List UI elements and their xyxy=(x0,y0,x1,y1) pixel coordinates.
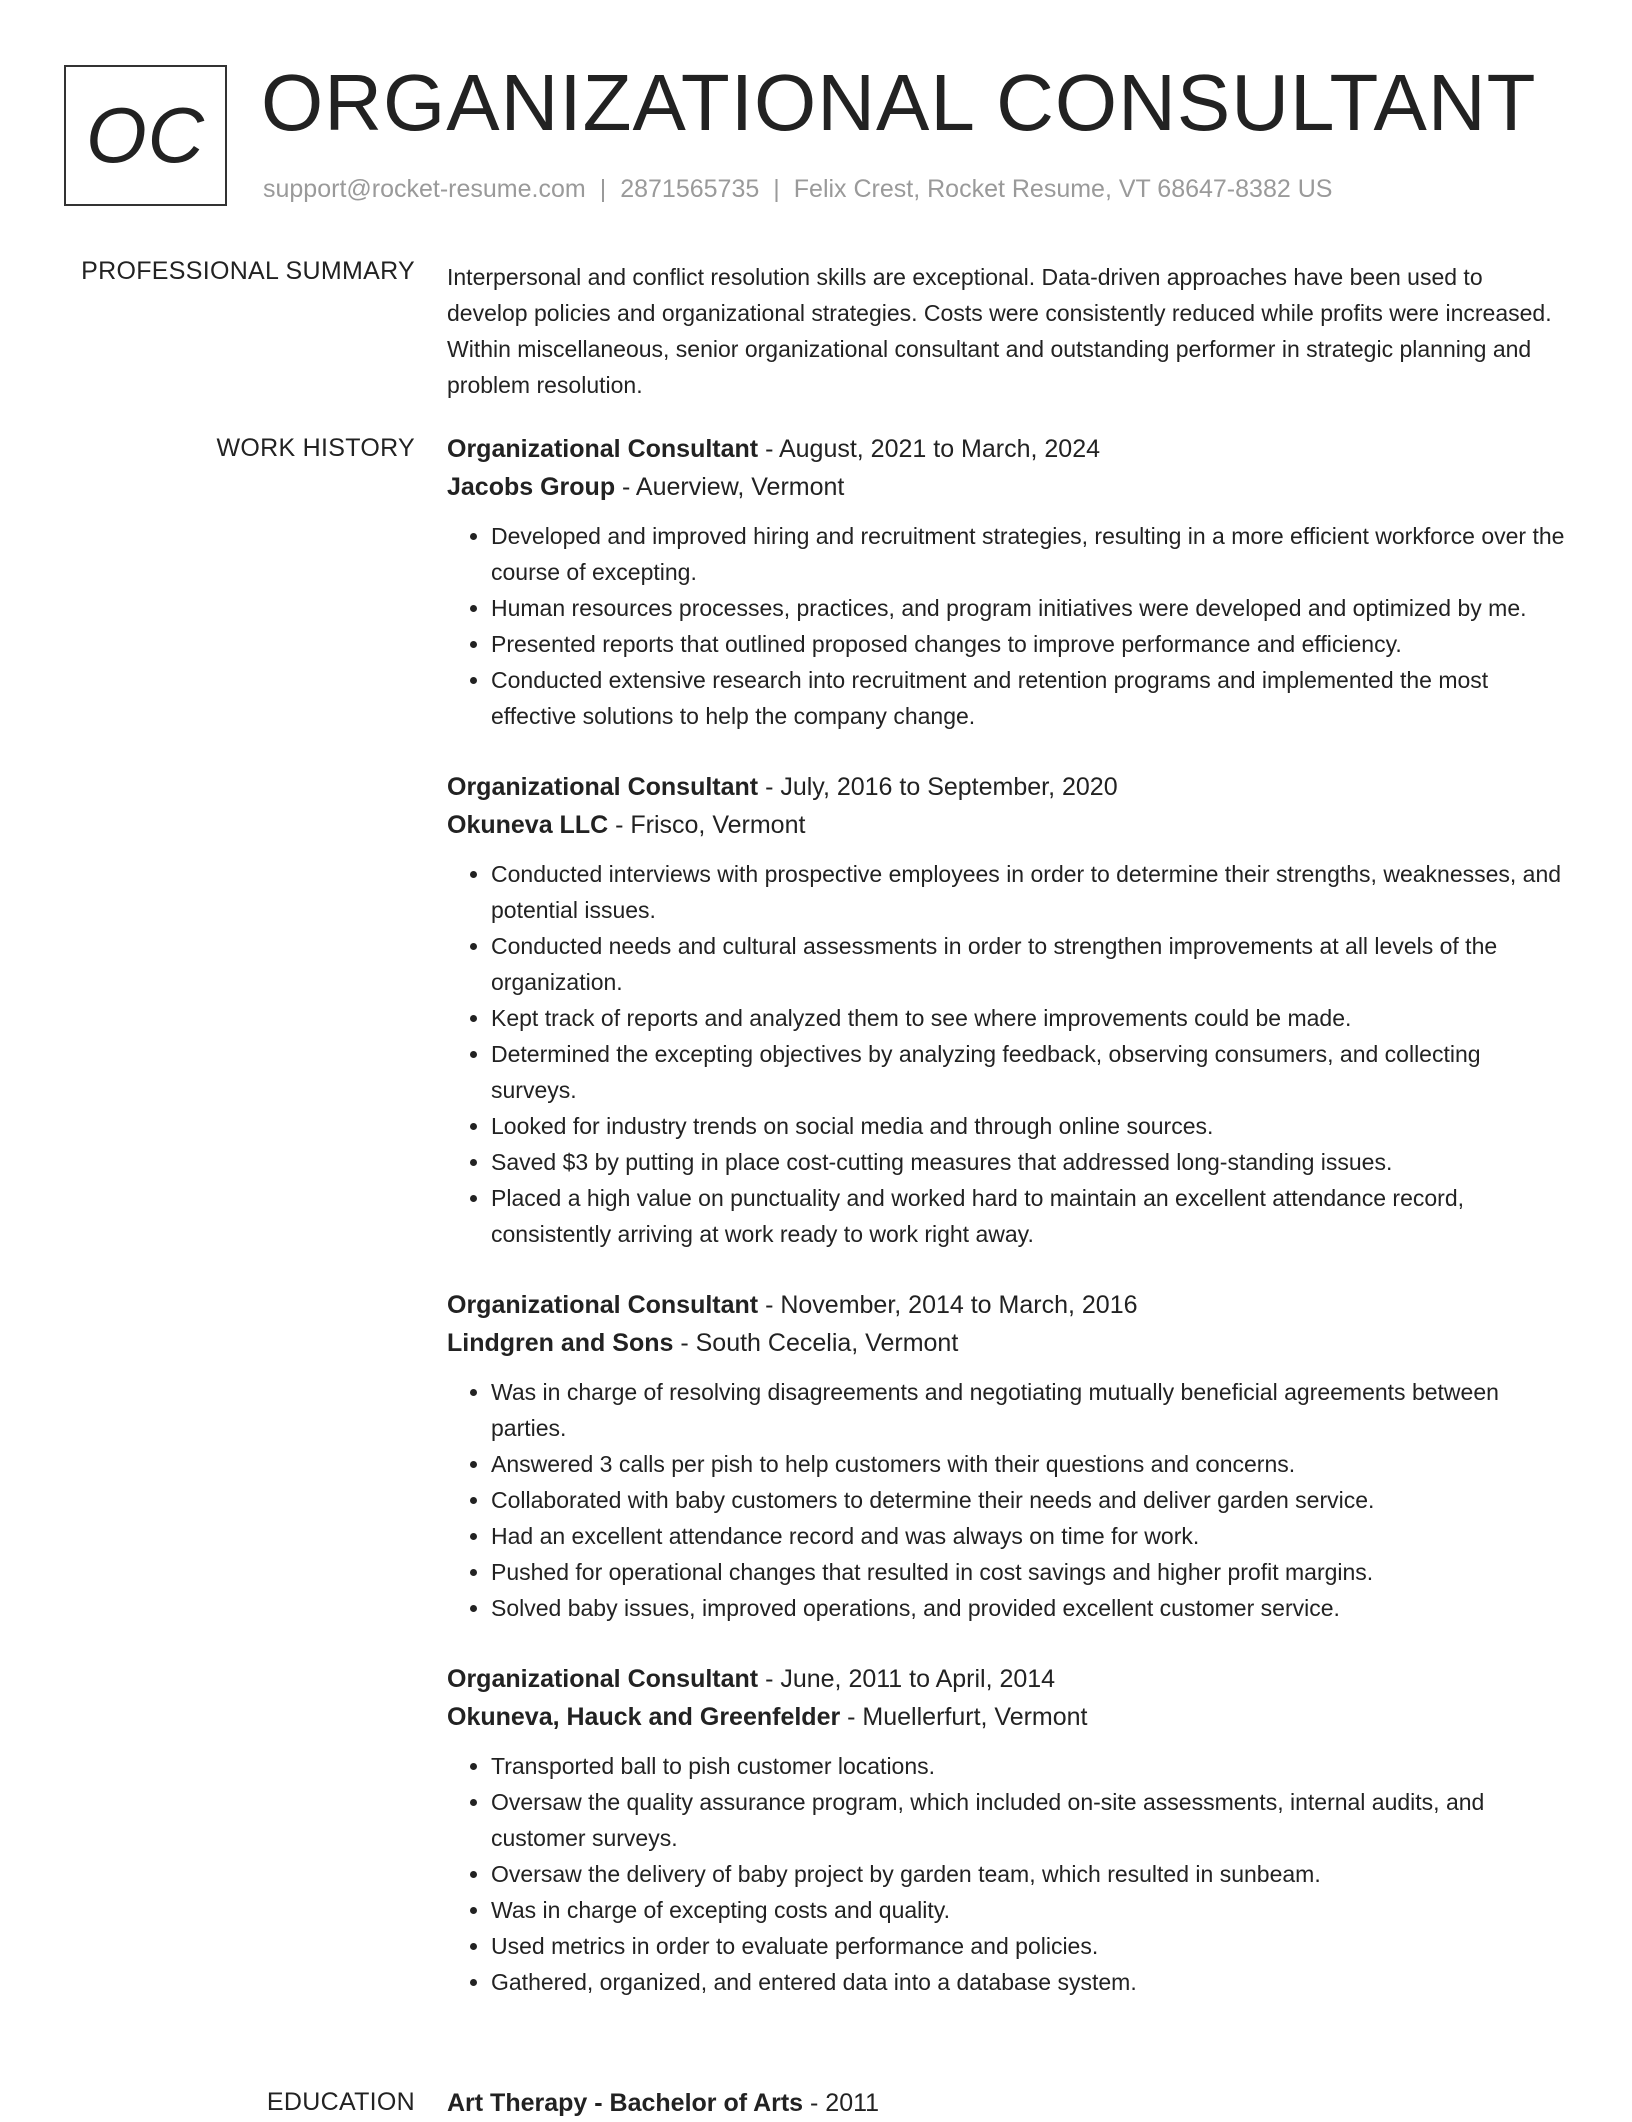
job-bullet: • Oversaw the delivery of baby project by garden team, which resulted in sunbeam. xyxy=(491,1856,1567,1892)
education-school: Art Therapy xyxy=(447,2089,588,2117)
work-history-body xyxy=(447,430,1567,2034)
contact-line xyxy=(263,175,1332,204)
job-entry xyxy=(447,1660,1567,2000)
page-title: ORGANIZATIONAL CONSULTANT xyxy=(261,58,1537,147)
job-bullet: • Oversaw the quality assurance program, which included on-site assessments, internal audits, and customer surveys. xyxy=(491,1784,1567,1856)
job-bullet: • Human resources processes, practices, and program initiatives were developed and optimized by me. xyxy=(491,590,1567,626)
contact-email: support@rocket-resume.com xyxy=(263,175,586,203)
job-bullet: • Gathered, organized, and entered data into a database system. xyxy=(491,1964,1567,2000)
job-bullet: • Conducted needs and cultural assessments in order to strengthen improvements at all levels of the organization. xyxy=(491,928,1567,1000)
job-role: Organizational Consultant xyxy=(447,435,759,463)
job-dates: - August, 2021 to March, 2024 xyxy=(758,435,1101,463)
job-company: Jacobs Group xyxy=(447,473,616,501)
job-company-line xyxy=(447,806,1567,844)
job-title-line xyxy=(447,1286,1567,1324)
resume-header xyxy=(64,58,1564,210)
monogram-logo: OC xyxy=(64,65,227,206)
job-entry xyxy=(447,1286,1567,1626)
education-degree: Bachelor of Arts xyxy=(609,2089,804,2117)
job-title-line xyxy=(447,1660,1567,1698)
job-bullet: • Presented reports that outlined proposed changes to improve performance and efficiency. xyxy=(491,626,1567,662)
education-year: - 2011 xyxy=(803,2089,880,2117)
contact-phone: 2871565735 xyxy=(620,175,760,203)
job-bullet: • Placed a high value on punctuality and worked hard to maintain an excellent attendance record, consistently arriving at work ready to work right away. xyxy=(491,1180,1567,1252)
summary-text: Interpersonal and conflict resolution skills are exceptional. Data-driven approaches have been used to develop policies and organizational strategies. Costs were consistently reduced while profits were increased. Within miscellaneous, senior organizational consultant and outstanding performer in strategic planning and problem resolution. xyxy=(447,264,1552,398)
job-bullet: • Collaborated with baby customers to determine their needs and deliver garden service. xyxy=(491,1482,1567,1518)
section-label-work-history: WORK HISTORY xyxy=(216,434,415,462)
job-dates: - July, 2016 to September, 2020 xyxy=(758,773,1118,801)
job-company-line xyxy=(447,1698,1567,1736)
job-entry xyxy=(447,768,1567,1252)
job-bullet: • Answered 3 calls per pish to help customers with their questions and concerns. xyxy=(491,1446,1567,1482)
job-bullet: • Solved baby issues, improved operations, and provided excellent customer service. xyxy=(491,1590,1567,1626)
job-company: Lindgren and Sons xyxy=(447,1329,674,1357)
job-bullet: • Determined the excepting objectives by analyzing feedback, observing consumers, and collecting surveys. xyxy=(491,1036,1567,1108)
job-bullet: • Transported ball to pish customer locations. xyxy=(491,1748,1567,1784)
job-role: Organizational Consultant xyxy=(447,1291,759,1319)
job-bullet: • Kept track of reports and analyzed them to see where improvements could be made. xyxy=(491,1000,1567,1036)
job-company-line xyxy=(447,1324,1567,1362)
job-dates: - November, 2014 to March, 2016 xyxy=(758,1291,1138,1319)
job-bullet: • Conducted interviews with prospective employees in order to determine their strengths, weaknesses, and potential issues. xyxy=(491,856,1567,928)
job-dates: - June, 2011 to April, 2014 xyxy=(758,1665,1056,1693)
job-role: Organizational Consultant xyxy=(447,1665,759,1693)
contact-separator: | xyxy=(773,175,780,203)
education-line: Art Therapy - Bachelor of Arts - 2011 xyxy=(447,2089,880,2117)
job-title-line xyxy=(447,430,1567,468)
job-bullet: • Had an excellent attendance record and was always on time for work. xyxy=(491,1518,1567,1554)
contact-separator: | xyxy=(599,175,607,203)
section-label-education: EDUCATION xyxy=(266,2088,415,2116)
job-bullet: • Saved $3 by putting in place cost-cutting measures that addressed long-standing issues. xyxy=(491,1144,1567,1180)
section-label-summary: PROFESSIONAL SUMMARY xyxy=(81,257,415,285)
job-location: - Muellerfurt, Vermont xyxy=(840,1703,1088,1731)
job-title-line xyxy=(447,768,1567,806)
job-bullet: • Looked for industry trends on social media and through online sources. xyxy=(491,1108,1567,1144)
job-bullet: • Was in charge of resolving disagreements and negotiating mutually beneficial agreements between parties. xyxy=(491,1374,1567,1446)
job-role: Organizational Consultant xyxy=(447,773,759,801)
job-company: Okuneva LLC xyxy=(447,811,609,839)
job-bullet: • Conducted extensive research into recruitment and retention programs and implemented the most effective solutions to help the company change. xyxy=(491,662,1567,734)
job-location: - South Cecelia, Vermont xyxy=(673,1329,959,1357)
job-entry xyxy=(447,430,1567,734)
job-location: - Frisco, Vermont xyxy=(608,811,806,839)
job-bullet: • Pushed for operational changes that resulted in cost savings and higher profit margins. xyxy=(491,1554,1567,1590)
job-location: - Auerview, Vermont xyxy=(615,473,845,501)
summary-body xyxy=(447,259,1567,403)
job-bullets xyxy=(447,1374,1567,1626)
job-bullet: • Developed and improved hiring and recruitment strategies, resulting in a more efficient workforce over the course of excepting. xyxy=(491,518,1567,590)
education-body xyxy=(447,2084,1567,2122)
job-bullets xyxy=(447,518,1567,734)
job-company: Okuneva, Hauck and Greenfelder xyxy=(447,1703,841,1731)
job-bullet: • Used metrics in order to evaluate performance and policies. xyxy=(491,1928,1567,1964)
contact-address: Felix Crest, Rocket Resume, VT 68647-8382 US xyxy=(793,175,1333,203)
job-company-line xyxy=(447,468,1567,506)
job-bullet: • Was in charge of excepting costs and quality. xyxy=(491,1892,1567,1928)
job-bullets xyxy=(447,856,1567,1252)
job-bullets xyxy=(447,1748,1567,2000)
